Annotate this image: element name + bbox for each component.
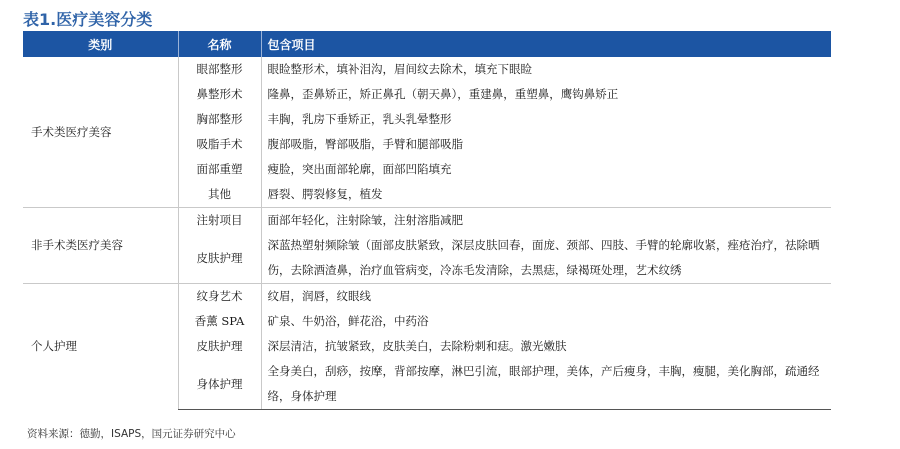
content-cell: 面部年轻化，注射除皱，注射溶脂减肥 — [267, 213, 463, 227]
content-cell: 矿泉、牛奶浴，鲜花浴，中药浴 — [267, 314, 429, 328]
name-cell: 皮肤护理 — [178, 233, 261, 284]
name-cell: 眼部整形 — [178, 57, 261, 82]
category-cell: 手术类医疗美容 — [23, 57, 178, 208]
content-cell: 深蓝热塑射频除皱（面部皮肤紧致，深层皮肤回春，面庞、颈部、四肢、手臂的轮廓收紧，痤疮治疗，祛除晒伤，去除酒渣鼻，治疗血管病变，冷冻毛发清除，去黑痣，绿褐斑处理，艺术纹绣 — [261, 233, 831, 284]
name-cell: 注射项目 — [178, 208, 261, 234]
table-row — [23, 284, 831, 310]
content-cell: 瘦脸，突出面部轮廓，面部凹陷填充 — [267, 162, 452, 176]
table-header-row — [23, 31, 831, 57]
category-cell: 非手术类医疗美容 — [23, 208, 178, 284]
content-cell: 隆鼻，歪鼻矫正，矫正鼻孔（朝天鼻），重建鼻，重塑鼻，鹰钩鼻矫正 — [267, 87, 619, 101]
name-cell: 纹身艺术 — [178, 284, 261, 310]
name-cell: 胸部整形 — [178, 107, 261, 132]
content-cell: 丰胸，乳房下垂矫正，乳头乳晕整形 — [267, 112, 452, 126]
header-category: 类别 — [23, 31, 178, 57]
name-cell: 皮肤护理 — [178, 334, 261, 359]
source-note: 资料来源：德勤，ISAPS，国元证券研究中心 — [27, 428, 236, 440]
content-cell: 纹眉，润唇，纹眼线 — [267, 289, 371, 303]
table-row — [23, 57, 831, 82]
classification-table-container — [23, 31, 831, 410]
content-cell: 眼睑整形术，填补泪沟，眉间纹去除术，填充下眼睑 — [267, 62, 532, 76]
content-cell: 全身美白，刮痧，按摩，背部按摩，淋巴引流，眼部护理，美体，产后瘦身，丰胸，瘦腿，美化胸部，疏通经络，身体护理 — [261, 359, 831, 410]
table-title: 表1.医疗美容分类 — [23, 10, 153, 29]
name-cell: 面部重塑 — [178, 157, 261, 182]
name-cell: 吸脂手术 — [178, 132, 261, 157]
content-cell: 唇裂、腭裂修复，植发 — [261, 182, 831, 208]
header-name: 名称 — [178, 31, 261, 57]
name-cell: 香薰 SPA — [178, 309, 261, 334]
category-cell: 个人护理 — [31, 339, 77, 354]
name-cell: 身体护理 — [178, 359, 261, 410]
name-cell: 鼻整形术 — [178, 82, 261, 107]
content-cell: 深层清洁，抗皱紧致，皮肤美白，去除粉刺和痣。激光嫩肤 — [267, 339, 567, 353]
classification-table — [23, 31, 831, 410]
content-cell: 腹部吸脂，臀部吸脂，手臂和腿部吸脂 — [267, 137, 463, 151]
header-content: 包含项目 — [261, 31, 831, 57]
table-row — [23, 208, 831, 234]
name-cell: 其他 — [178, 182, 261, 208]
